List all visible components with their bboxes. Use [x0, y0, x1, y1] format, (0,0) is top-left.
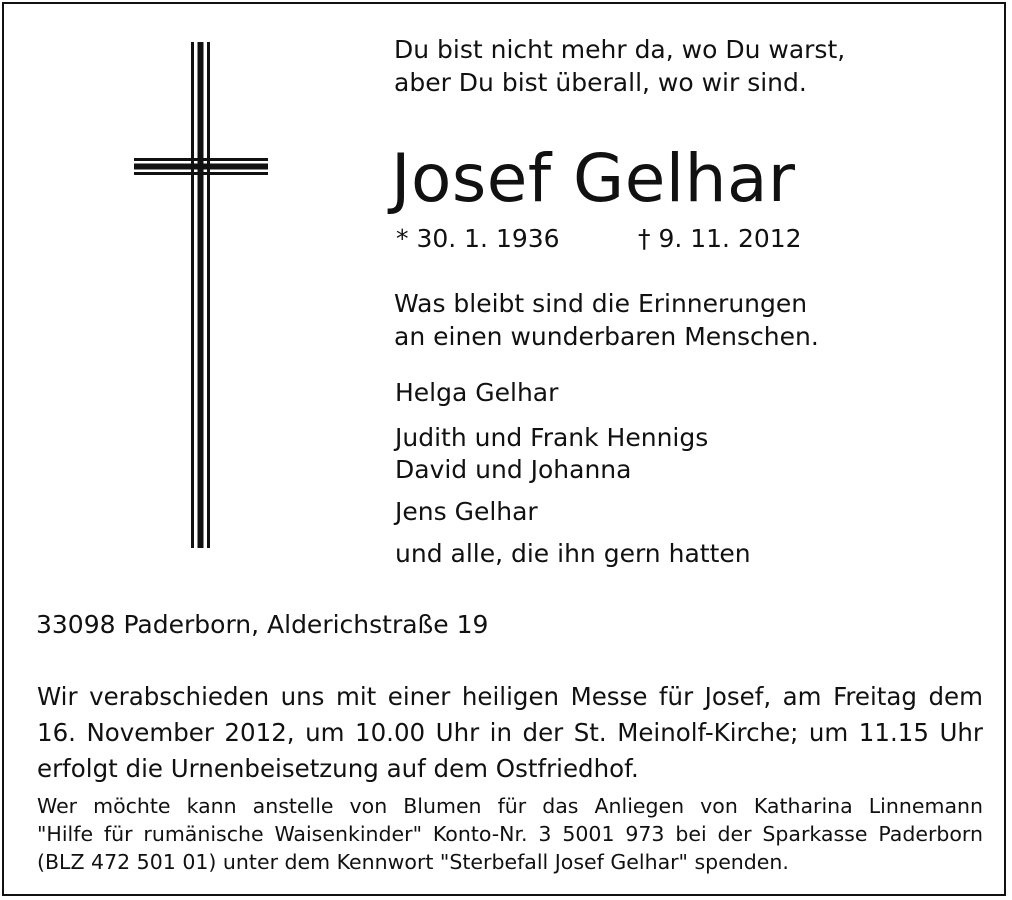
quote-line-2: aber Du bist überall, wo wir sind. [394, 68, 807, 97]
birth-date: * 30. 1. 1936 [396, 224, 560, 253]
mourner-closing: und alle, die ihn gern hatten [395, 539, 751, 568]
memory-text [394, 287, 819, 353]
deceased-name: Josef Gelhar [391, 140, 796, 217]
donation-line-1: Wer möchte kann anstelle von Blumen für das Anliegen von Katharina Linnemann [37, 794, 983, 818]
mourner-name: David und Johanna [395, 455, 632, 484]
service-line-2: 16. November 2012, um 10.00 Uhr in der St. Meinolf-Kirche; um 11.15 Uhr [37, 718, 983, 747]
memory-line-2: an einen wunderbaren Menschen. [394, 322, 819, 351]
service-line-3: erfolgt die Urnenbeisetzung auf dem Ostfriedhof. [37, 754, 639, 783]
donation-paragraph [37, 792, 983, 876]
obituary-notice [2, 2, 1006, 896]
address: 33098 Paderborn, Alderichstraße 19 [36, 610, 489, 639]
donation-line-2: "Hilfe für rumänische Waisenkinder" Konto-Nr. 3 5001 973 bei der Sparkasse Paderborn [37, 822, 983, 846]
cross-icon [134, 42, 268, 548]
service-paragraph [37, 679, 983, 787]
mourner-name: Helga Gelhar [395, 378, 559, 407]
quote-line-1: Du bist nicht mehr da, wo Du warst, [394, 35, 846, 64]
mourner-name: Judith und Frank Hennigs [395, 423, 709, 452]
donation-line-3: (BLZ 472 501 01) unter dem Kennwort "Sterbefall Josef Gelhar" spenden. [37, 850, 789, 874]
death-date: † 9. 11. 2012 [638, 224, 802, 253]
service-line-1: Wir verabschieden uns mit einer heiligen Messe für Josef, am Freitag dem [37, 682, 983, 711]
quote [394, 33, 845, 99]
memory-line-1: Was bleibt sind die Erinnerungen [394, 289, 808, 318]
mourner-name: Jens Gelhar [395, 497, 538, 526]
